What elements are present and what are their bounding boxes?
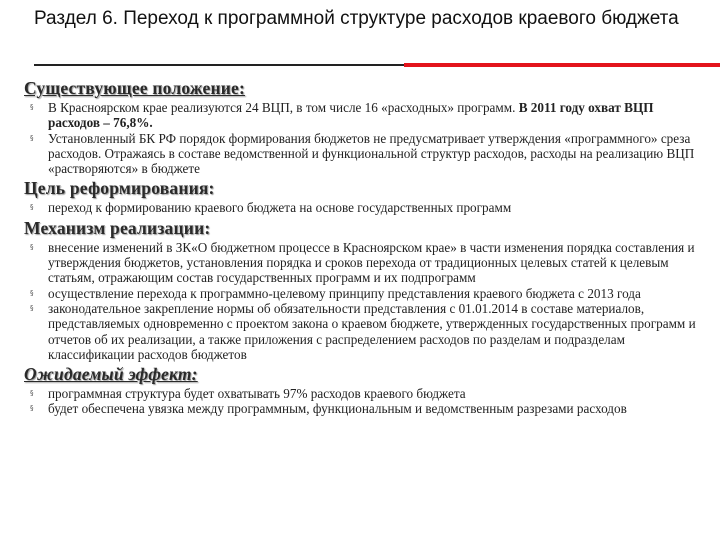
section-heading-current-state: Существующее положение: <box>24 78 246 98</box>
list-item: § Установленный БК РФ порядок формирования бюджетов не предусматривает утверждения «программного» среза расходов. Отражаясь в составе ведомственной и функциональной структур расходов, расходы на реализацию ВЦП «растворяются» в бюджете <box>30 130 695 177</box>
section-heading-mechanism: Механизм реализации: <box>24 217 211 238</box>
list-item: § программная структура будет охватывать 97% расходов краевого бюджета <box>30 386 466 402</box>
page-title: Раздел 6. Переход к программной структуре расходов краевого бюджета <box>34 8 679 29</box>
list-item: § законодательное закрепление нормы об обязательности представления с 01.01.2014 в составе материалов, представляемых одновременно с проектом закона о краевом бюджете, утвержденных государственных программ и отчетов об их реализации, а также приложения с распределением расходов по разделам и подразделам классификации расходов бюджетов <box>30 300 696 362</box>
slide-content <box>24 78 700 417</box>
mechanism-list <box>24 240 700 362</box>
list-item: § осуществление перехода к программно-целевому принципу представления краевого бюджета с 2013 года <box>30 285 641 301</box>
current-state-list <box>24 100 700 176</box>
bullet-icon: § <box>30 404 34 413</box>
goal-list <box>24 200 700 215</box>
list-item: § переход к формированию краевого бюджета на основе государственных программ <box>30 200 512 216</box>
section-heading-expected-effect: Ожидаемый эффект: <box>24 364 198 385</box>
title-divider-black <box>34 64 404 66</box>
bullet-icon: § <box>30 103 34 111</box>
bullet-icon: § <box>30 133 34 142</box>
bullet-icon: § <box>30 203 34 212</box>
title-divider-red <box>404 63 720 67</box>
section-heading-goal: Цель реформирования: <box>24 178 215 199</box>
expected-effect-list <box>24 386 700 417</box>
bullet-icon: § <box>30 288 34 297</box>
bullet-icon: § <box>30 242 34 251</box>
list-item: § будет обеспечена увязка между программным, функциональным и ведомственным разрезами расходов <box>30 401 627 417</box>
bullet-icon: § <box>30 389 34 398</box>
bullet-icon: § <box>30 303 34 312</box>
list-item: § внесение изменений в ЗК«О бюджетном процессе в Красноярском крае» в части изменения порядка составления и утверждения бюджетов, установления порядка и сроков перехода от традиционных целевых статей к целевым статьям, отражающим состав государственных программ и их подпрограмм <box>30 239 695 286</box>
list-item: § В Красноярском крае реализуются 24 ВЦП, в том числе 16 «расходных» программ. В 2011 году охват ВЦП расходов – 76,8%. <box>30 100 654 131</box>
